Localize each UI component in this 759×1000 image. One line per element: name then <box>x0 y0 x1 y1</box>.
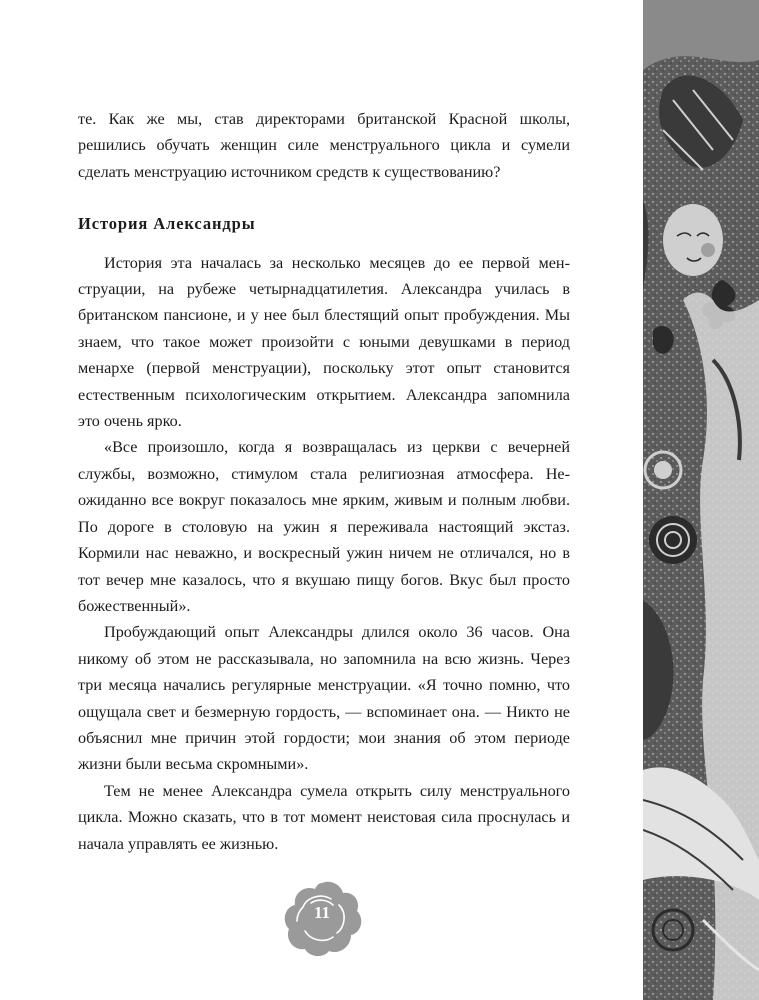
page-number-badge <box>281 877 363 959</box>
paragraph-3: Пробуждающий опыт Александры длился около 36 часов. Она никому об этом не рассказывала, но запомнила на всю жизнь. Через три месяца начались регулярные менструации. «Я точно помню, что ощущала свет и безмерную гордость, — вспоминает она. — Никто не объяснил мне причин этой гордости; мои знания об этом периоде жизни были весьма скромными». <box>78 623 570 774</box>
paragraph-2: «Все произошло, когда я возвращалась из церкви с вечерней службы, возможно, стимулом стала религиозная атмосфера. Неожиданно все вокруг показалось мне ярким, живым и полным любви. По дороге в столовую на ужин я переживала настоящий экстаз. Кормили нас неважно, и воскресный ужин ничем не отличался, но в тот вечер мне казалось, что я вкушаю пищу богов. Вкус был просто божественный». <box>78 438 570 615</box>
paragraph-1: История эта началась за несколько месяцев до ее первой менструации, на рубеже четырнадцатилетия. Александра училась в британском пансионе, и у нее был блестящий опыт пробуждения. Мы знаем, что такое может произойти с юными девушками в период менархе (первой менструации), поскольку этот опыт становится естественным психологическим открытием. Александра запомнила это очень ярко. <box>78 253 570 431</box>
illustration-image <box>643 0 759 1000</box>
text-column <box>78 106 570 857</box>
paragraph-continued: те. Как же мы, став директорами британской Красной школы, решились обучать женщин силе менструального цикла и сумели сделать менструацию источником средств к существованию? <box>78 110 570 181</box>
side-illustration <box>643 0 759 1000</box>
section-heading: История Александры <box>78 214 256 234</box>
page-number: 11 <box>313 903 331 922</box>
paragraph-4: Тем не менее Александра сумела открыть силу менструального цикла. Можно сказать, что в тот момент неистовая сила проснулась и начала управлять ее жизнью. <box>78 781 570 853</box>
